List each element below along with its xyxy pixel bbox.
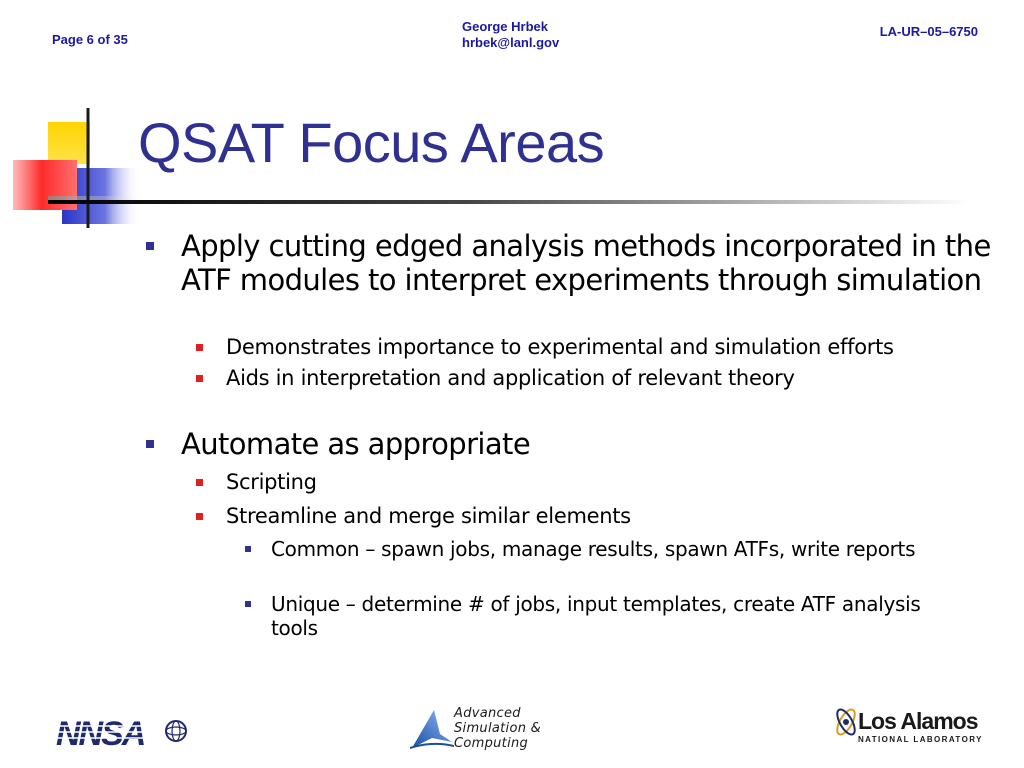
asc-swoosh-icon	[410, 704, 454, 754]
bullet-square-icon	[245, 601, 251, 607]
author-name: George Hrbek	[462, 19, 548, 34]
asc-line-3: Computing	[454, 736, 529, 751]
bullet-square-icon	[196, 513, 203, 520]
slide-title: QSAT Focus Areas	[138, 111, 605, 174]
bullet-square-icon	[146, 440, 154, 448]
author-email: hrbek@lanl.gov	[462, 35, 560, 50]
bullet-text: Demonstrates importance to experimental and simulation efforts	[226, 335, 894, 359]
bullet-square-icon	[245, 546, 251, 552]
page-number: Page 6 of 35	[52, 32, 128, 47]
yellow-square	[48, 122, 90, 164]
bullet-level2	[226, 334, 996, 360]
bullet-level2	[226, 469, 996, 495]
bullet-square-icon	[196, 375, 203, 382]
bullet-text: Apply cutting edged analysis methods incorporated in the ATF modules to interpret experiments through simulation	[181, 229, 991, 297]
bullet-level2	[226, 365, 996, 391]
bullet-square-icon	[196, 344, 203, 351]
bullet-text: Unique – determine # of jobs, input templates, create ATF analysis tools	[271, 592, 921, 640]
asc-line-1: Advanced	[454, 706, 521, 721]
bullet-square-icon	[196, 479, 203, 486]
los-alamos-subtitle: NATIONAL LABORATORY	[858, 735, 983, 744]
decorative-squares	[0, 100, 150, 235]
bullet-level1	[181, 427, 996, 461]
bullet-text: Aids in interpretation and application of relevant theory	[226, 366, 795, 390]
author-block	[462, 19, 559, 51]
bullet-level2	[226, 503, 996, 529]
document-number: LA-UR–05–6750	[879, 24, 978, 39]
asc-logo	[410, 704, 585, 756]
bullet-text: Automate as appropriate	[181, 427, 531, 461]
bullet-text: Scripting	[226, 470, 317, 494]
los-alamos-logo	[828, 694, 983, 750]
bullet-text: Streamline and merge similar elements	[226, 504, 631, 528]
bullet-square-icon	[146, 242, 154, 250]
nnsa-logo-text: NNSA	[56, 716, 145, 750]
asc-logo-text	[454, 706, 541, 751]
bullet-text: Common – spawn jobs, manage results, spawn ATFs, write reports	[271, 537, 916, 561]
bullet-level3	[271, 592, 971, 640]
title-underline	[48, 200, 970, 204]
bullet-level3	[271, 537, 971, 561]
bullet-level1	[181, 229, 996, 297]
los-alamos-name: Los Alamos	[858, 708, 978, 734]
nnsa-logo	[54, 716, 194, 750]
asc-line-2: Simulation &	[454, 721, 542, 736]
